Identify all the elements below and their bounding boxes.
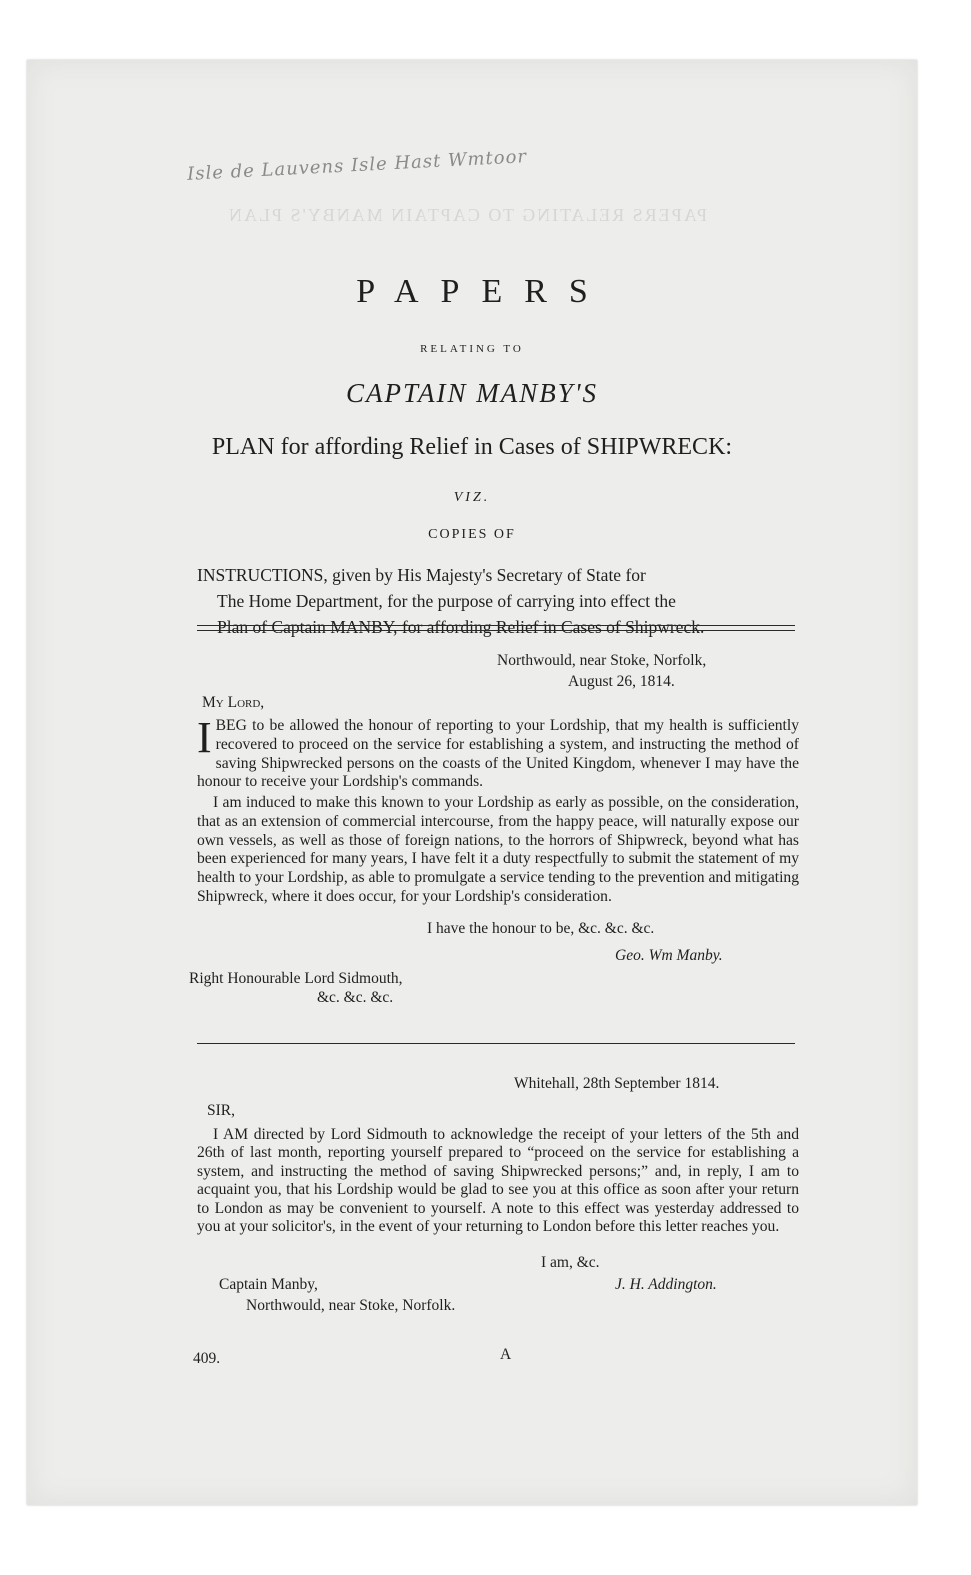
copies-of-line: COPIES OF <box>428 527 516 542</box>
letter1-salutation: My Lord, <box>202 694 265 711</box>
signature-mark: A <box>500 1346 512 1363</box>
double-rule-top-1 <box>197 625 795 626</box>
letter1-para1-text: BEG to be allowed the honour of reporting to your Lordship, that my health is sufficiently recovered to proceed on the service for establishing a system, and instructing the method of saving Shipwrecked persons on the coasts of the United Kingdom, whenever I may have the honour to receive your Lordship's commands. <box>197 717 799 791</box>
letter2-para-text: directed by Lord Sidmouth to acknowledge the receipt of your letters of the 5th and 26th of last month, reporting yourself prepared to “proceed on the service for establishing a system, and instructing the method of saving Shipwrecked persons;” and, in reply, I am to acquaint you, that his Lordship would be glad to see you at this office as soon after your return to London as may be convenient to yourself. A note to this effect was yesterday addressed to you at your solicitor's, in the event of your returning to London before this letter reaches you. <box>197 1126 799 1236</box>
letter1-place: Northwould, near Stoke, Norfolk, <box>497 652 707 669</box>
letter2-paragraph <box>197 1126 799 1236</box>
letter2-salutation: SIR, <box>207 1102 235 1119</box>
letter1-paragraph-1 <box>197 713 799 792</box>
letter1-addressee-1: Right Honourable Lord Sidmouth, <box>189 970 403 987</box>
drop-cap: I <box>197 713 212 762</box>
page-number: 409. <box>193 1350 221 1367</box>
single-rule-middle <box>197 1043 795 1044</box>
letter2-place-date: Whitehall, 28th September 1814. <box>514 1075 720 1092</box>
show-through-heading: PAPERS RELATING TO CAPTAIN MANBY'S PLAN <box>227 205 708 225</box>
plan-heading: PLAN for affording Relief in Cases of SHIPWRECK: <box>211 434 733 460</box>
letter1-paragraph-2: I am induced to make this known to your Lordship as early as possible, on the consideration, that as an extension of commercial intercourse, from the happy peace, will naturally expose our own vessels, as well as those of foreign nations, to the horrors of Shipwreck, beyond what has been experienced for many years, I have felt it a duty respectfully to submit the statement of my health to your Lordship, as able to promulgate a service tending to the prevention and mitigating Shipwreck, where it does occur, for your Lordship's consideration. <box>197 794 799 905</box>
instructions-line-1: INSTRUCTIONS, given by His Majesty's Secretary of State for <box>197 565 646 585</box>
captain-manby-heading: CAPTAIN MANBY'S <box>345 378 599 408</box>
letter1-date: August 26, 1814. <box>568 673 675 690</box>
pencil-margin-note: Isle de Lauvens Isle Hast Wmtoor <box>186 146 528 185</box>
letter2-addressee-1: Captain Manby, <box>219 1276 318 1293</box>
letter2-signature: J. H. Addington. <box>615 1276 717 1293</box>
double-rule-top-2 <box>197 630 795 631</box>
letter1-closing: I have the honour to be, &c. &c. &c. <box>427 920 655 937</box>
letter1-addressee-2: &c. &c. &c. <box>317 989 394 1006</box>
document-page <box>27 60 917 1505</box>
relating-to-line: RELATING TO <box>420 343 524 355</box>
letter2-closing: I am, &c. <box>541 1254 600 1271</box>
instructions-line-3: Plan of Captain MANBY, for affording Relief in Cases of Shipwreck. <box>217 617 705 637</box>
document-title: PAPERS <box>356 273 610 310</box>
viz-line: VIZ. <box>453 490 491 505</box>
instructions-line-2: The Home Department, for the purpose of carrying into effect the <box>217 591 676 611</box>
letter1-signature: Geo. Wm Manby. <box>615 947 723 964</box>
letter2-addressee-2: Northwould, near Stoke, Norfolk. <box>246 1297 456 1314</box>
letter2-opening-words: I AM <box>213 1126 249 1143</box>
